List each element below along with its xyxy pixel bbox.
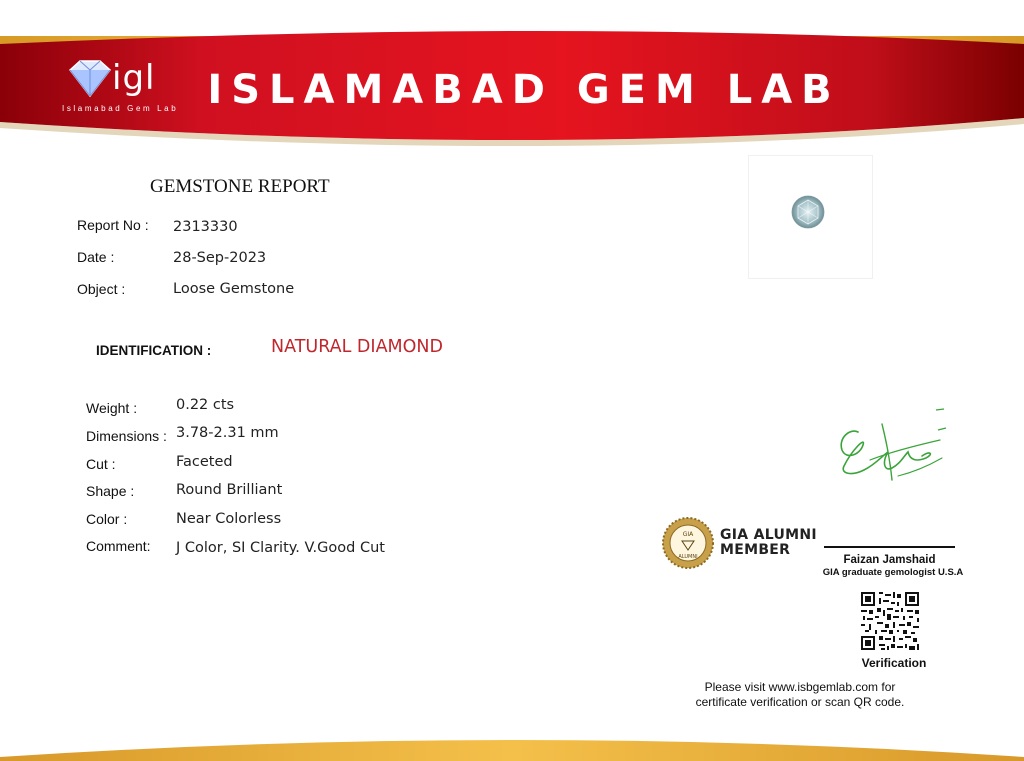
dimensions-label: Dimensions : (86, 428, 167, 444)
banner-title: ISLAMABAD GEM LAB (207, 67, 841, 113)
dimensions-value: 3.78-2.31 mm (176, 425, 279, 441)
verification-qr-code[interactable] (859, 590, 921, 652)
round-diamond-icon (749, 156, 872, 278)
signatory-name: Faizan Jamshaid (843, 554, 936, 566)
color-label: Color : (86, 511, 128, 527)
comment-label: Comment: (86, 538, 151, 554)
gemstone-photo (748, 155, 873, 279)
logo-subtext: Islamabad Gem Lab (62, 104, 179, 113)
gia-alumni-seal-icon (662, 517, 714, 569)
verification-note-line2: certificate verification or scan QR code. (695, 695, 905, 709)
gia-alumni-line2: MEMBER (720, 542, 791, 558)
footer-gold-band (0, 725, 1024, 761)
cut-value: Faceted (176, 454, 233, 470)
date-value: 28-Sep-2023 (173, 250, 267, 266)
comment-value: J Color, SI Clarity. V.Good Cut (176, 540, 385, 556)
report-title: GEMSTONE REPORT (150, 176, 330, 197)
object-label: Object : (77, 281, 126, 297)
signatory-title: GIA graduate gemologist U.S.A (822, 567, 964, 578)
signature-image (830, 400, 950, 495)
cut-label: Cut : (86, 456, 116, 472)
svg-text:GIA: GIA (682, 531, 694, 538)
gia-alumni-text (720, 528, 817, 558)
verification-note-line1: Please visit www.isbgemlab.com for (704, 680, 896, 694)
object-value: Loose Gemstone (173, 281, 295, 297)
shape-value: Round Brilliant (176, 482, 283, 498)
verification-label: Verification (861, 656, 927, 670)
report-no-label: Report No : (77, 217, 149, 233)
svg-text:ALUMNI: ALUMNI (678, 554, 698, 560)
date-label: Date : (77, 249, 115, 265)
identification-label: IDENTIFICATION : (96, 343, 212, 358)
logo-wordmark: igl (112, 58, 156, 98)
signature-line (824, 546, 955, 548)
report-no-value: 2313330 (173, 219, 238, 235)
weight-label: Weight : (86, 400, 138, 416)
verification-note (660, 680, 940, 710)
color-value: Near Colorless (176, 511, 282, 527)
weight-value: 0.22 cts (176, 397, 235, 413)
gia-alumni-line1: GIA ALUMNI (720, 527, 817, 543)
shape-label: Shape : (86, 483, 135, 499)
identification-value: NATURAL DIAMOND (271, 337, 443, 357)
